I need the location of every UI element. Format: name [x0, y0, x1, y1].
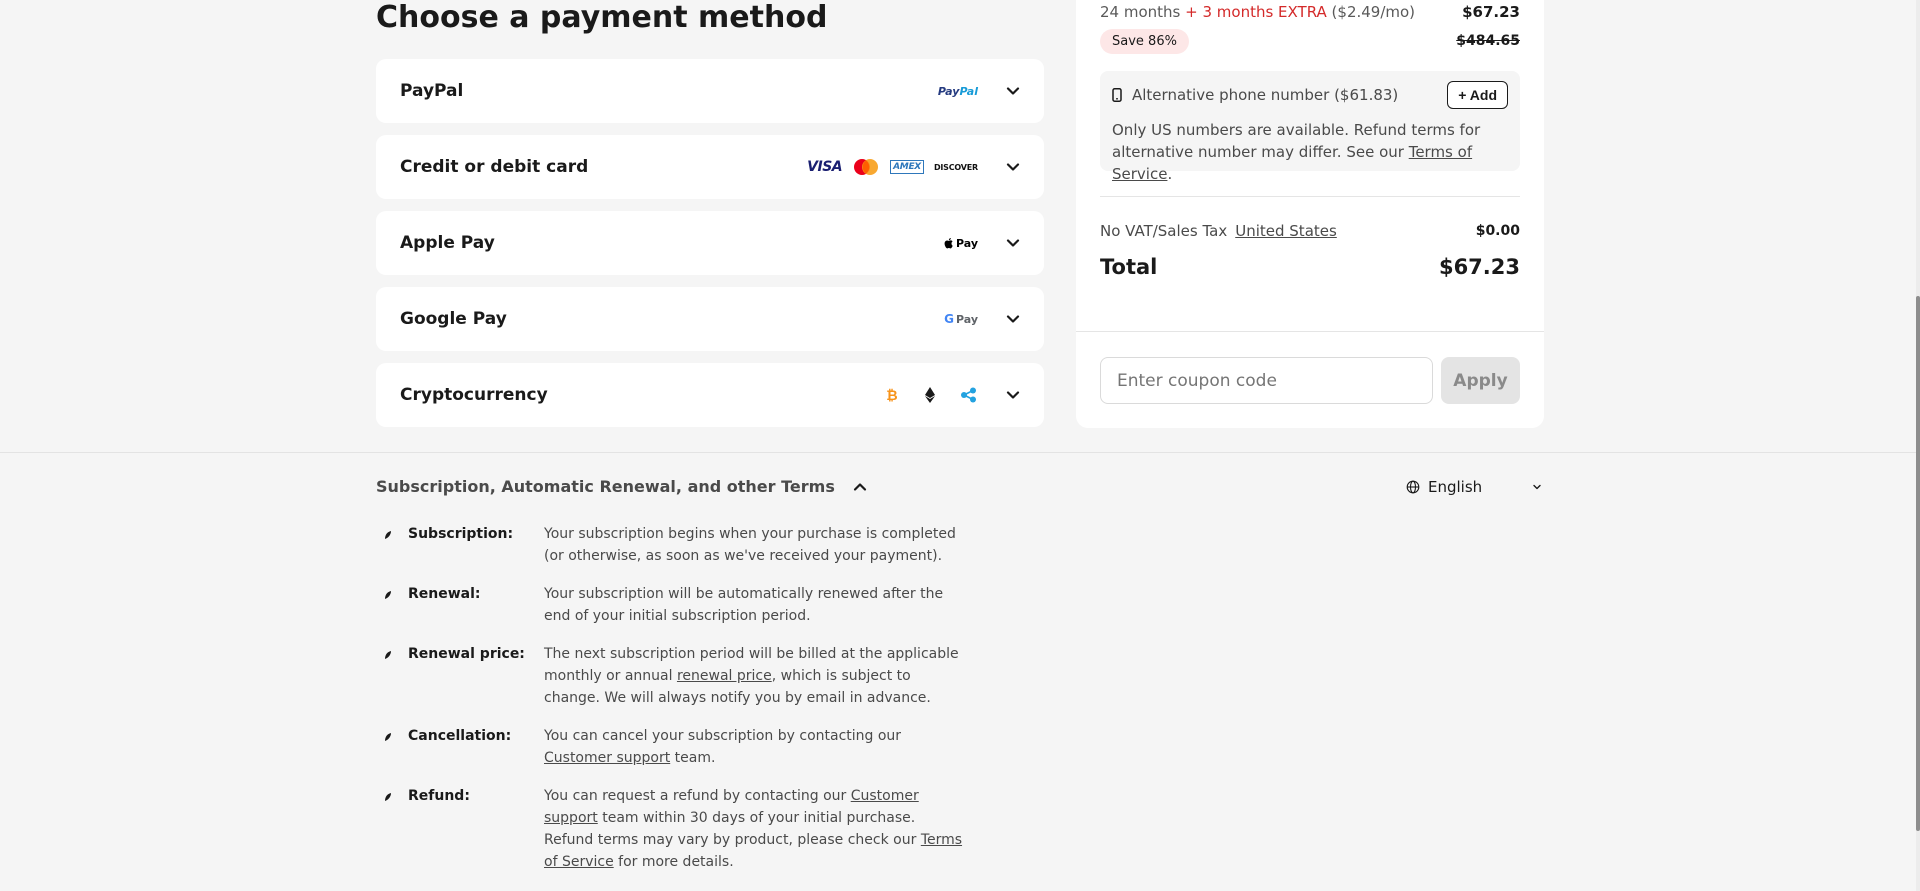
- bitcoin-icon: [884, 387, 900, 403]
- payment-option-apple-pay[interactable]: [376, 211, 1044, 275]
- crypto-logos: [884, 387, 978, 403]
- coupon-input[interactable]: [1100, 357, 1433, 404]
- chevron-up-icon: [853, 480, 867, 494]
- google-pay-logo: G Pay: [944, 312, 978, 326]
- terms-of-service-link[interactable]: Terms of Service: [544, 832, 963, 870]
- term-item: Subscription: Your subscription begins when your purchase is completed (or otherwise, as soon as we've received your payment).: [376, 523, 996, 567]
- leaf-bullet-icon: [384, 590, 392, 600]
- globe-icon: [1406, 480, 1420, 494]
- payment-option-label: Credit or debit card: [400, 157, 589, 177]
- customer-support-link[interactable]: Customer support: [544, 788, 919, 826]
- payment-option-cryptocurrency[interactable]: [376, 363, 1044, 427]
- payment-option-label: PayPal: [400, 81, 464, 101]
- svg-text:₿: ₿: [886, 388, 898, 403]
- xrp-icon: [960, 387, 978, 403]
- plan-row: [1100, 0, 1520, 25]
- alternative-phone-box: [1100, 71, 1520, 183]
- term-item: Renewal: Your subscription will be automatically renewed after the end of your initial subscription period.: [376, 583, 996, 627]
- chevron-down-icon[interactable]: [1006, 236, 1020, 250]
- payment-method-list: [376, 59, 1044, 439]
- payment-option-paypal[interactable]: [376, 59, 1044, 123]
- page-title: Choose a payment method: [376, 0, 828, 35]
- apple-icon: [944, 237, 954, 249]
- chevron-down-icon[interactable]: [1006, 160, 1020, 174]
- leaf-bullet-icon: [384, 792, 392, 802]
- total-label: Total: [1100, 255, 1158, 279]
- savings-row: [1100, 25, 1520, 57]
- order-summary: [1076, 0, 1544, 428]
- card-logos: [807, 158, 978, 176]
- plan-description: 24 months + 3 months EXTRA ($2.49/mo): [1100, 3, 1416, 21]
- section-divider: [0, 452, 1916, 453]
- payment-option-google-pay[interactable]: [376, 287, 1044, 351]
- mastercard-logo: [852, 158, 880, 176]
- alt-phone-label: Alternative phone number ($61.83): [1132, 86, 1399, 104]
- tax-value: $0.00: [1475, 223, 1520, 239]
- phone-icon: [1112, 88, 1122, 102]
- scrollbar-track[interactable]: [1916, 0, 1920, 891]
- chevron-down-icon[interactable]: [1006, 388, 1020, 402]
- term-item: Refund: You can request a refund by contacting our Customer support team within 30 days of your initial purchase. Refund terms may vary by product, please check our Terms of Service for more details.: [376, 785, 996, 873]
- save-badge: Save 86%: [1100, 29, 1189, 54]
- terms-toggle[interactable]: [376, 477, 867, 496]
- customer-support-link[interactable]: Customer support: [544, 750, 671, 766]
- ethereum-icon: [924, 387, 936, 403]
- original-price: $484.65: [1456, 33, 1520, 49]
- terms-header-label: Subscription, Automatic Renewal, and other Terms: [376, 477, 835, 496]
- terms-list: [376, 523, 996, 889]
- tax-country-link[interactable]: United States: [1235, 222, 1337, 240]
- payment-option-label: Google Pay: [400, 309, 507, 329]
- apply-coupon-button[interactable]: Apply: [1441, 357, 1520, 404]
- visa-logo: VISA: [807, 159, 843, 175]
- coupon-section: [1076, 331, 1544, 404]
- payment-option-label: Apple Pay: [400, 233, 495, 253]
- total-value: $67.23: [1438, 255, 1520, 279]
- language-label: English: [1428, 478, 1483, 496]
- plan-price: $67.23: [1462, 3, 1520, 21]
- tax-label: No VAT/Sales Tax: [1100, 222, 1228, 240]
- discover-logo: DISCOVER: [933, 162, 978, 172]
- leaf-bullet-icon: [384, 530, 392, 540]
- term-item: Renewal price: The next subscription period will be billed at the applicable monthly or annual renewal price, which is subject to change. We will always notify you by email in advance.: [376, 643, 996, 709]
- payment-option-card[interactable]: [376, 135, 1044, 199]
- apple-pay-logo: Pay: [944, 237, 978, 250]
- leaf-bullet-icon: [384, 732, 392, 742]
- terms-of-service-link[interactable]: Terms of Service: [1112, 143, 1473, 183]
- total-row: [1100, 249, 1520, 285]
- chevron-down-icon: [1532, 482, 1542, 492]
- language-selector[interactable]: [1406, 478, 1542, 496]
- renewal-price-link[interactable]: renewal price: [676, 668, 772, 684]
- leaf-bullet-icon: [384, 650, 392, 660]
- scrollbar-thumb[interactable]: [1916, 296, 1920, 831]
- alt-phone-note: Only US numbers are available. Refund terms for alternative number may differ. See our Terms of Service.: [1112, 121, 1481, 183]
- chevron-down-icon[interactable]: [1006, 312, 1020, 326]
- amex-logo: AMEX: [890, 160, 924, 174]
- payment-option-label: Cryptocurrency: [400, 385, 548, 405]
- term-item: Cancellation: You can cancel your subscription by contacting our Customer support team.: [376, 725, 996, 769]
- chevron-down-icon[interactable]: [1006, 84, 1020, 98]
- paypal-logo: PayPal: [937, 84, 978, 98]
- add-alt-phone-button[interactable]: + Add: [1447, 81, 1508, 109]
- google-g-icon: G: [944, 312, 954, 326]
